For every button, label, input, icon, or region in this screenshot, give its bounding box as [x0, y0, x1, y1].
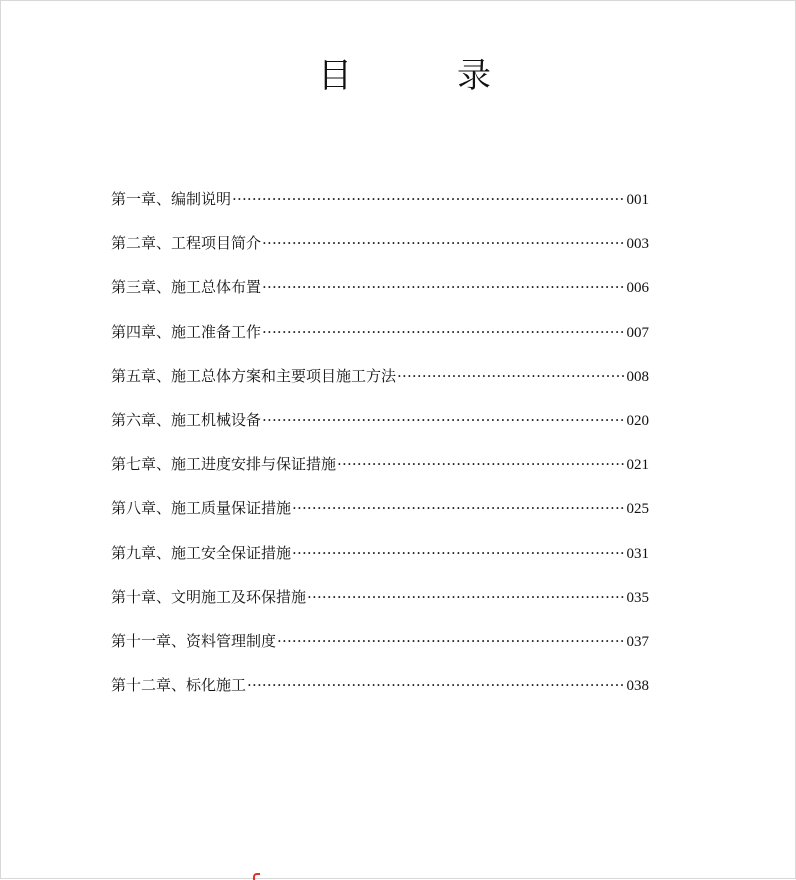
toc-leader-dots — [337, 453, 625, 475]
toc-entry-label: 第二章、工程项目简介 — [111, 234, 262, 253]
toc-entry-label: 第十章、文明施工及环保措施 — [111, 587, 307, 606]
toc-entry-4[interactable] — [111, 321, 649, 365]
toc-entry-6[interactable] — [111, 409, 649, 453]
toc-leader-dots — [292, 497, 625, 519]
toc-leader-dots — [397, 365, 625, 387]
toc-entry-label: 第七章、施工进度安排与保证措施 — [111, 455, 337, 474]
toc-entry-page: 031 — [626, 545, 649, 562]
toc-entry-page: 021 — [626, 457, 649, 474]
toc-entry-9[interactable] — [111, 542, 649, 586]
toc-entry-12[interactable] — [111, 674, 649, 718]
toc-leader-dots — [262, 276, 625, 298]
table-of-contents — [111, 188, 649, 718]
toc-leader-dots — [247, 674, 625, 696]
toc-leader-dots — [232, 188, 625, 210]
toc-entry-10[interactable] — [111, 586, 649, 630]
toc-entry-page: 001 — [626, 192, 649, 208]
toc-leader-dots — [262, 409, 625, 431]
toc-entry-page: 006 — [626, 280, 649, 297]
toc-leader-dots — [277, 630, 625, 652]
toc-entry-label: 第四章、施工准备工作 — [111, 322, 262, 341]
toc-entry-2[interactable] — [111, 232, 649, 276]
toc-entry-1[interactable] — [111, 188, 649, 232]
toc-entry-label: 第十二章、标化施工 — [111, 676, 247, 695]
toc-leader-dots — [292, 542, 625, 564]
toc-entry-label: 第六章、施工机械设备 — [111, 410, 262, 429]
toc-entry-label: 第三章、施工总体布置 — [111, 278, 262, 297]
toc-entry-label: 第一章、编制说明 — [111, 190, 232, 208]
toc-entry-page: 003 — [626, 236, 649, 253]
toc-entry-page: 025 — [626, 501, 649, 518]
title-char-2: 录 — [457, 56, 491, 96]
title-char-1: 目 — [318, 56, 352, 96]
toc-entry-page: 008 — [626, 368, 649, 385]
toc-entry-5[interactable] — [111, 365, 649, 409]
toc-entry-page: 007 — [626, 324, 649, 341]
toc-entry-11[interactable] — [111, 630, 649, 674]
toc-entry-label: 第五章、施工总体方案和主要项目施工方法 — [111, 366, 397, 385]
toc-entry-8[interactable] — [111, 497, 649, 541]
toc-leader-dots — [307, 586, 625, 608]
toc-entry-3[interactable] — [111, 276, 649, 320]
toc-entry-7[interactable] — [111, 453, 649, 497]
toc-entry-label: 第九章、施工安全保证措施 — [111, 543, 292, 562]
toc-leader-dots — [262, 321, 625, 343]
toc-entry-page: 035 — [626, 589, 649, 606]
toc-entry-page: 020 — [626, 412, 649, 429]
toc-entry-page: 038 — [626, 678, 649, 695]
toc-entry-label: 第八章、施工质量保证措施 — [111, 499, 292, 518]
page-title — [1, 53, 796, 101]
toc-entry-label: 第十一章、资料管理制度 — [111, 631, 277, 650]
toc-entry-page: 037 — [626, 633, 649, 650]
toc-leader-dots — [262, 232, 625, 254]
